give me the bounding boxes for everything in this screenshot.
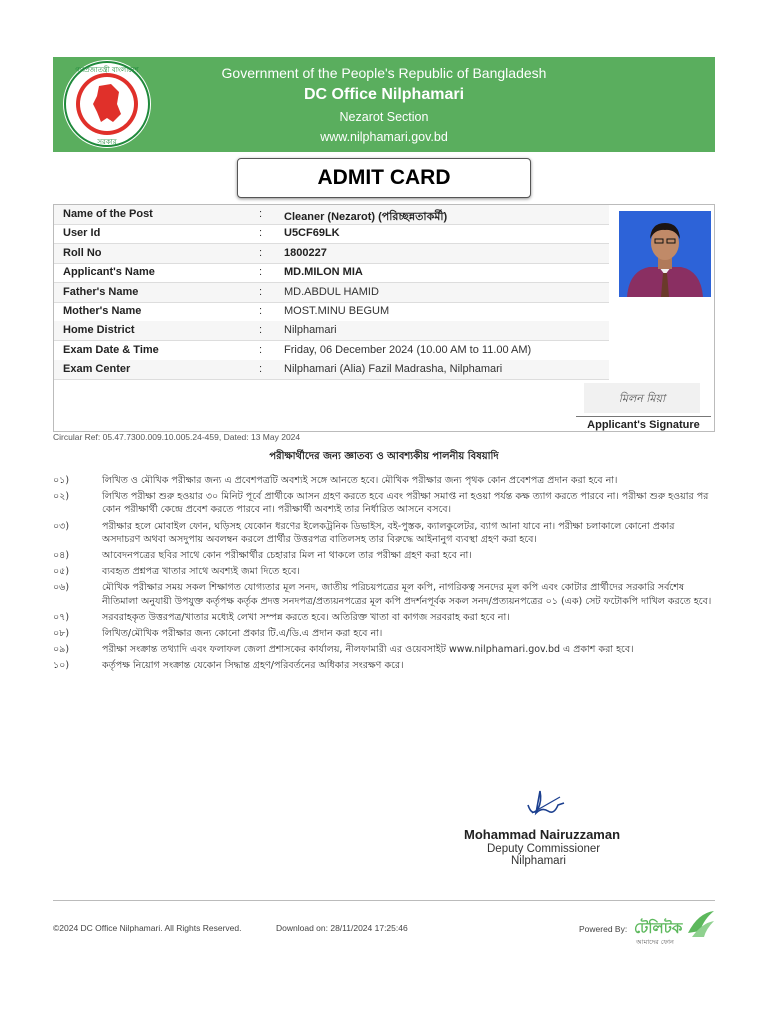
info-row-value: U5CF69LK (284, 227, 340, 240)
section-name: Nezarot Section (339, 110, 429, 124)
teletalk-brand-text: টেলিটক (634, 919, 683, 937)
info-row-label: User Id (63, 227, 101, 240)
instruction-item (53, 565, 715, 578)
seal-text-bottom: সরকার (97, 138, 117, 146)
info-row-label: Home District (63, 324, 135, 337)
download-timestamp: Download on: 28/11/2024 17:25:46 (276, 923, 408, 933)
info-row (54, 321, 609, 341)
info-row-value: Nilphamari (284, 324, 337, 337)
signature-handwriting: মিলন মিয়া (618, 392, 666, 405)
applicant-signature-label: Applicant's Signature (576, 416, 711, 431)
instruction-item (53, 520, 715, 546)
instruction-item (53, 581, 715, 607)
info-row-colon: : (259, 227, 263, 240)
info-row-value: MOST.MINU BEGUM (284, 305, 390, 317)
authority-place: Nilphamari (511, 855, 566, 867)
info-row-label: Exam Date & Time (63, 343, 159, 356)
info-row (54, 244, 609, 264)
copyright-text: ©2024 DC Office Nilphamari. All Rights Reserved. (53, 923, 242, 933)
instruction-number: ০৮) (53, 628, 70, 640)
office-name: DC Office Nilphamari (303, 86, 465, 103)
powered-by-label: Powered By: (579, 924, 628, 934)
info-row-value: MD.MILON MIA (284, 266, 363, 279)
teletalk-logo-icon (632, 909, 716, 947)
instruction-text: আবেদনপত্রের ছবির সাথে কোন পরীক্ষার্থীর চেহারার মিল না থাকলে তার পরীক্ষা গ্রহণ করা হবে না। (102, 550, 472, 562)
info-row-colon: : (259, 363, 263, 376)
info-row-label: Father's Name (63, 285, 139, 298)
info-row-value: MD.ABDUL HAMID (284, 285, 379, 298)
authority-designation: Deputy Commissioner (487, 843, 601, 855)
info-row (54, 263, 609, 283)
instruction-item (53, 627, 715, 640)
instruction-text: ব্যবহৃত প্রশ্নপত্র খাতার সাথে অবশ্যই জমা দিতে হবে। (102, 566, 300, 578)
info-row-label: Applicant's Name (63, 266, 155, 279)
instruction-number: ০৩) (53, 520, 70, 532)
info-row-colon: : (259, 266, 263, 279)
info-row (54, 302, 609, 322)
applicant-info-table (53, 204, 715, 432)
teletalk-tagline: আমাদের ফোন (636, 938, 674, 946)
authority-signature-image (520, 783, 576, 823)
instruction-item (53, 659, 715, 672)
instruction-number: ০৬) (53, 582, 70, 594)
website-link[interactable]: www.nilphamari.gov.bd (320, 130, 448, 144)
admit-card-title: ADMIT CARD (237, 158, 531, 198)
instruction-number: ১০) (53, 660, 70, 672)
info-row-colon: : (259, 208, 263, 220)
instruction-number: ০৫) (53, 566, 70, 578)
info-row-colon: : (259, 285, 263, 298)
info-row-colon: : (259, 343, 263, 356)
instruction-text: লিখিত ও মৌখিক পরীক্ষার জন্য এ প্রবেশপত্রটি অবশ্যই সঙ্গে আনতে হবে। মৌখিক পরীক্ষার জন্য পৃথক কোন প্রবেশপত্র প্রদান করা হবে না। (102, 475, 618, 486)
instruction-item (53, 474, 715, 487)
instruction-number: ০৭) (53, 611, 70, 623)
info-row-label: Mother's Name (63, 305, 142, 317)
instruction-item (53, 643, 715, 656)
info-row-value: Cleaner (Nezarot) (পরিচ্ছন্নতাকর্মী) (284, 211, 448, 223)
instruction-text: কর্তৃপক্ষ নিয়োগ সংক্রান্ত যেকোন সিদ্ধান্ত গ্রহণ/পরিবর্তনের অধিকার সংরক্ষণ করে। (102, 660, 404, 672)
applicant-signature-image (584, 383, 700, 413)
instruction-text: পরীক্ষার হলে মোবাইল ফোন, ঘড়িসহ যেকোন ধরণের ইলেকট্রনিক ডিভাইস, বই-পুস্তক, ক্যালকুলেটর, ব্যাগ আনা যাবে না। পরীক্ষা চলাকালে কোনো প্রকার অসদাচরণ অথবা অসদুপায় অবলম্বন করলে প্রার্থীর উত্তরপত্র বাতিলসহ তার বিরুদ্ধে আইনানুগ ব্যবস্থা গ্রহণ করা হবে। (102, 520, 675, 545)
government-name: Government of the People's Republic of Bangladesh (221, 65, 547, 81)
info-row (54, 360, 609, 380)
applicant-photo (619, 211, 711, 297)
authority-name: Mohammad Nairuzzaman (464, 827, 621, 842)
instruction-text: লিখিত পরীক্ষা শুরু হওয়ার ৩০ মিনিট পূর্বে প্রার্থীকে আসন গ্রহণ করতে হবে এবং পরীক্ষা সমাপ্ত না হওয়া পর্যন্ত কক্ষ ত্যাগ করতে পারবে না। পরীক্ষা শুরু হওয়ার পর কোন পরীক্ষার্থী কেন্দ্রে প্রবেশ করতে পারবে না। পরীক্ষার্থী অবশ্যই তার নির্ধারিত আসনে বসবে। (102, 491, 709, 516)
info-row-value: 1800227 (284, 246, 327, 259)
info-row-label: Roll No (63, 246, 102, 259)
info-row (54, 205, 609, 225)
info-row-label: Exam Center (63, 363, 131, 376)
instruction-text: সরবরাহকৃত উত্তরপত্র/খাতার মধ্যেই লেখা সম্পন্ন করতে হবে। অতিরিক্ত খাতা বা কাগজ সরবরাহ করা হবে না। (102, 611, 510, 623)
footer-divider (53, 900, 715, 901)
info-row-value: Nilphamari (Alia) Fazil Madrasha, Nilphamari (284, 363, 503, 376)
instruction-number: ০২) (53, 491, 70, 503)
instruction-number: ০৯) (53, 644, 70, 656)
instruction-item (53, 611, 715, 624)
instructions-heading: পরীক্ষার্থীদের জন্য জ্ঞাতব্য ও আবশ্যকীয় পালনীয় বিষয়াদি (269, 451, 499, 462)
info-row (54, 283, 609, 303)
info-row-label: Name of the Post (63, 208, 153, 220)
info-row (54, 224, 609, 244)
instructions-list (53, 474, 715, 676)
info-row (54, 341, 609, 361)
instruction-text: লিখিত/মৌখিক পরীক্ষার জন্য কোনো প্রকার টি.এ/ডি.এ প্রদান করা হবে না। (102, 628, 383, 640)
instruction-text: মৌখিক পরীক্ষার সময় সকল শিক্ষাগত যোগ্যতার মূল সনদ, জাতীয় পরিচয়পত্রের মূল কপি, নাগরিকত্ব সনদের মূল কপি এবং কোটার প্রার্থীদের সরকারি সর্বশেষ নীতিমালা অনুযায়ী উপযুক্ত কর্তৃপক্ষ কর্তৃক প্রদত্ত সনদপত্র/প্রত্যয়নপত্রের মূল কপি প্রদর্শনপূর্বক সকল সনদ/প্রত্যয়নপত্রের ০১ (এক) সেট ফটোকপি দাখিল করতে হবে। (102, 582, 712, 607)
circular-reference: Circular Ref: 05.47.7300.009.10.005.24-459, Dated: 13 May 2024 (53, 432, 301, 442)
header-banner (53, 57, 715, 152)
info-row-value: Friday, 06 December 2024 (10.00 AM to 11.00 AM) (284, 343, 532, 356)
info-row-colon: : (259, 246, 263, 259)
instruction-number: ০৪) (53, 550, 70, 562)
seal-text-top: গণপ্রজাতন্ত্রী বাংলাদেশ (75, 66, 139, 74)
instruction-item (53, 549, 715, 562)
instruction-text: পরীক্ষা সংক্রান্ত তথ্যাদি এবং ফলাফল জেলা প্রশাসকের কার্যালয়, নীলফামারী এর ওয়েবসাইট www.nilphamari.gov.bd এ প্রকাশ করা হবে। (102, 644, 634, 656)
instruction-item (53, 490, 715, 516)
info-row-colon: : (259, 305, 263, 317)
instruction-number: ০১) (53, 475, 70, 486)
info-row-colon: : (259, 324, 263, 337)
